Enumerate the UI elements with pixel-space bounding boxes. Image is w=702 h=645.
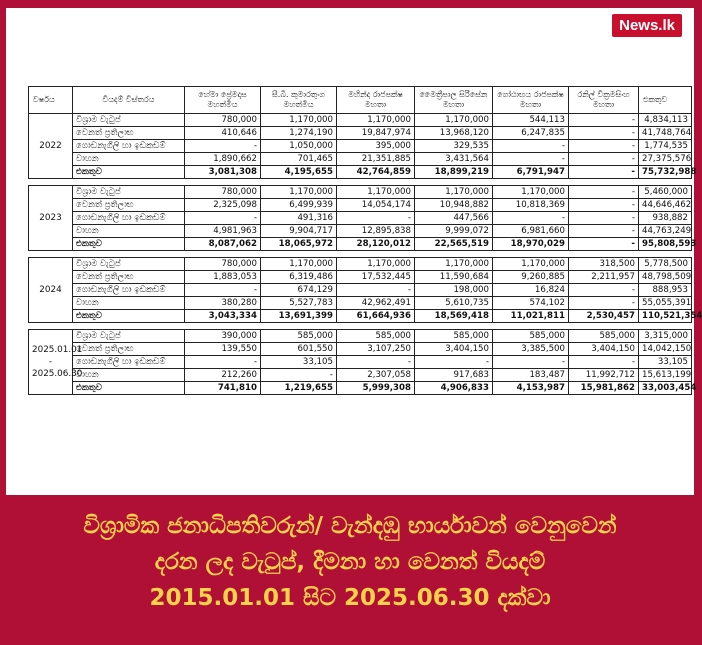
value-cell: 33,105 <box>639 356 692 369</box>
brand-logo: News.lk <box>612 14 682 37</box>
value-cell: 10,948,882 <box>415 199 493 212</box>
value-cell: - <box>569 127 639 140</box>
value-cell: 544,113 <box>493 114 569 127</box>
header-gotabaya-rajapaksa: ගෝඨාභය රාජපක්ෂ මහතා <box>493 87 569 114</box>
value-cell: 17,532,445 <box>337 271 415 284</box>
value-cell: 585,000 <box>261 330 337 343</box>
value-cell: 18,569,418 <box>415 310 493 323</box>
value-cell: 4,195,655 <box>261 166 337 179</box>
value-cell: 6,247,835 <box>493 127 569 140</box>
value-cell: 41,748,764 <box>639 127 692 140</box>
value-cell: 5,610,735 <box>415 297 493 310</box>
value-cell: - <box>493 153 569 166</box>
value-cell: 48,798,509 <box>639 271 692 284</box>
caption-block <box>0 508 700 616</box>
value-cell: 8,087,062 <box>185 238 261 251</box>
value-cell: 1,170,000 <box>337 186 415 199</box>
value-cell: 1,170,000 <box>493 186 569 199</box>
value-cell: 33,003,454 <box>639 382 692 395</box>
value-cell: - <box>415 356 493 369</box>
value-cell: 21,351,885 <box>337 153 415 166</box>
expense-table <box>28 86 702 395</box>
value-cell: 11,021,811 <box>493 310 569 323</box>
value-cell: 55,055,391 <box>639 297 692 310</box>
value-cell: - <box>185 284 261 297</box>
value-cell: 10,818,369 <box>493 199 569 212</box>
value-cell: 110,521,354 <box>639 310 692 323</box>
expense-table-wrapper <box>28 86 702 395</box>
value-cell: 1,170,000 <box>493 258 569 271</box>
table-total-row <box>29 382 692 395</box>
value-cell: 6,981,660 <box>493 225 569 238</box>
value-cell: 380,280 <box>185 297 261 310</box>
value-cell: 5,778,500 <box>639 258 692 271</box>
expense-label-cell: විශ්‍රාම වැටුප් <box>73 330 185 343</box>
value-cell: 3,081,308 <box>185 166 261 179</box>
year-cell: 2025.01.01 - 2025.06.30 <box>29 330 73 395</box>
value-cell: 3,043,334 <box>185 310 261 323</box>
value-cell: - <box>569 356 639 369</box>
value-cell: 6,791,947 <box>493 166 569 179</box>
group-spacer <box>29 323 692 330</box>
value-cell: 44,763,249 <box>639 225 692 238</box>
value-cell: 917,683 <box>415 369 493 382</box>
expense-label-cell: ගොඩනැගිලි හා ඉඩකඩම් <box>73 356 185 369</box>
caption-line-1: විශ්‍රාමික ජනාධිපතිවරුන්/ වැන්දඹු භාර්යාවන් වෙනුවෙන් <box>83 513 617 539</box>
expense-label-cell: එකතුව <box>73 238 185 251</box>
value-cell: 2,325,098 <box>185 199 261 212</box>
value-cell: 4,153,987 <box>493 382 569 395</box>
value-cell: 447,566 <box>415 212 493 225</box>
expense-label-cell: වාහන <box>73 153 185 166</box>
value-cell: 585,000 <box>337 330 415 343</box>
value-cell: 16,824 <box>493 284 569 297</box>
value-cell: - <box>185 212 261 225</box>
document-sheet <box>6 8 702 495</box>
table-total-row <box>29 166 692 179</box>
expense-label-cell: ගොඩනැගිලි හා ඉඩකඩම් <box>73 212 185 225</box>
value-cell: 5,527,783 <box>261 297 337 310</box>
value-cell: 18,970,029 <box>493 238 569 251</box>
value-cell: 12,895,838 <box>337 225 415 238</box>
value-cell: 44,646,462 <box>639 199 692 212</box>
value-cell: 938,882 <box>639 212 692 225</box>
header-mahinda-rajapaksa: මහින්ද රාජපක්ෂ මහතා <box>337 87 415 114</box>
value-cell: - <box>569 284 639 297</box>
group-spacer <box>29 251 692 258</box>
value-cell: - <box>337 356 415 369</box>
table-row <box>29 140 692 153</box>
value-cell: 6,499,939 <box>261 199 337 212</box>
value-cell: 19,847,974 <box>337 127 415 140</box>
table-row <box>29 369 692 382</box>
value-cell: 780,000 <box>185 114 261 127</box>
value-cell: 2,307,058 <box>337 369 415 382</box>
value-cell: 42,764,859 <box>337 166 415 179</box>
caption-line-2: දරන ලද වැටුප්, දීමනා හා වෙනත් වියදම් <box>154 549 546 575</box>
expense-label-cell: විශ්‍රාම වැටුප් <box>73 114 185 127</box>
value-cell: 15,981,862 <box>569 382 639 395</box>
expense-label-cell: වෙනත් ප්‍රතිලාභ <box>73 271 185 284</box>
value-cell: 1,050,000 <box>261 140 337 153</box>
header-cb-kumaratunga: සී.බී. කුමාරතුංග මහත්මිය <box>261 87 337 114</box>
table-row <box>29 186 692 199</box>
value-cell: 701,465 <box>261 153 337 166</box>
value-cell: 3,315,000 <box>639 330 692 343</box>
value-cell: 395,000 <box>337 140 415 153</box>
value-cell: 4,981,963 <box>185 225 261 238</box>
value-cell: 3,404,150 <box>415 343 493 356</box>
expense-label-cell: වෙනත් ප්‍රතිලාභ <box>73 199 185 212</box>
value-cell: 22,565,519 <box>415 238 493 251</box>
value-cell: 1,890,662 <box>185 153 261 166</box>
header-maithripala-sirisena: මෛත්‍රීපාල සිරිසේන මහතා <box>415 87 493 114</box>
header-total: එකතුව <box>639 87 692 114</box>
expense-label-cell: වෙනත් ප්‍රතිලාභ <box>73 127 185 140</box>
value-cell: 574,102 <box>493 297 569 310</box>
value-cell: 585,000 <box>493 330 569 343</box>
value-cell: 5,460,000 <box>639 186 692 199</box>
expense-label-cell: එකතුව <box>73 166 185 179</box>
value-cell: 1,883,053 <box>185 271 261 284</box>
expense-label-cell: වාහන <box>73 297 185 310</box>
expense-label-cell: එකතුව <box>73 310 185 323</box>
value-cell: 61,664,936 <box>337 310 415 323</box>
value-cell: 3,385,500 <box>493 343 569 356</box>
value-cell: 888,953 <box>639 284 692 297</box>
header-year: වර්ෂය <box>29 87 73 114</box>
value-cell: - <box>337 212 415 225</box>
value-cell: 1,170,000 <box>261 114 337 127</box>
table-row <box>29 284 692 297</box>
value-cell: - <box>185 140 261 153</box>
value-cell: 18,899,219 <box>415 166 493 179</box>
expense-label-cell: විශ්‍රාම වැටුප් <box>73 186 185 199</box>
value-cell: 1,170,000 <box>415 258 493 271</box>
value-cell: 14,054,174 <box>337 199 415 212</box>
value-cell: - <box>569 153 639 166</box>
value-cell: 28,120,012 <box>337 238 415 251</box>
header-hema-premadasa: හේමා ප්‍රේමදාස මහත්මිය <box>185 87 261 114</box>
value-cell: - <box>569 166 639 179</box>
value-cell: - <box>569 114 639 127</box>
year-cell: 2024 <box>29 258 73 323</box>
value-cell: 15,613,199 <box>639 369 692 382</box>
value-cell: 2,211,957 <box>569 271 639 284</box>
value-cell: 3,431,564 <box>415 153 493 166</box>
value-cell: 1,170,000 <box>415 186 493 199</box>
value-cell: 491,316 <box>261 212 337 225</box>
group-spacer <box>29 179 692 186</box>
value-cell: 11,590,684 <box>415 271 493 284</box>
value-cell: 183,487 <box>493 369 569 382</box>
value-cell: 390,000 <box>185 330 261 343</box>
value-cell: 2,530,457 <box>569 310 639 323</box>
value-cell: 329,535 <box>415 140 493 153</box>
value-cell: - <box>569 140 639 153</box>
value-cell: 42,962,491 <box>337 297 415 310</box>
value-cell: 585,000 <box>415 330 493 343</box>
value-cell: - <box>569 186 639 199</box>
value-cell: 6,319,486 <box>261 271 337 284</box>
value-cell: - <box>569 199 639 212</box>
value-cell: 9,999,072 <box>415 225 493 238</box>
value-cell: 601,550 <box>261 343 337 356</box>
value-cell: 1,170,000 <box>337 258 415 271</box>
value-cell: 318,500 <box>569 258 639 271</box>
value-cell: - <box>337 284 415 297</box>
value-cell: 1,170,000 <box>261 186 337 199</box>
value-cell: 13,691,399 <box>261 310 337 323</box>
value-cell: 3,404,150 <box>569 343 639 356</box>
value-cell: 1,170,000 <box>261 258 337 271</box>
value-cell: 1,219,655 <box>261 382 337 395</box>
value-cell: 9,904,717 <box>261 225 337 238</box>
table-row <box>29 356 692 369</box>
value-cell: - <box>569 238 639 251</box>
caption-line-3: 2015.01.01 සිට 2025.06.30 දක්වා <box>149 585 551 611</box>
value-cell: 14,042,150 <box>639 343 692 356</box>
table-row <box>29 199 692 212</box>
value-cell: 4,906,833 <box>415 382 493 395</box>
year-cell: 2023 <box>29 186 73 251</box>
header-ranil-wickremesinghe: රනිල් වික්‍රමසිංහ මහතා <box>569 87 639 114</box>
value-cell: 5,999,308 <box>337 382 415 395</box>
table-row <box>29 330 692 343</box>
table-row <box>29 343 692 356</box>
header-row <box>29 87 692 114</box>
value-cell: 11,992,712 <box>569 369 639 382</box>
value-cell: 1,774,535 <box>639 140 692 153</box>
value-cell: 1,170,000 <box>337 114 415 127</box>
table-total-row <box>29 238 692 251</box>
table-row <box>29 297 692 310</box>
table-body <box>29 114 702 395</box>
value-cell: 198,000 <box>415 284 493 297</box>
value-cell: 33,105 <box>261 356 337 369</box>
value-cell: 9,260,885 <box>493 271 569 284</box>
expense-label-cell: ගොඩනැගිලි හා ඉඩකඩම් <box>73 284 185 297</box>
value-cell: 139,550 <box>185 343 261 356</box>
value-cell: 780,000 <box>185 186 261 199</box>
value-cell: - <box>493 140 569 153</box>
expense-label-cell: වෙනත් ප්‍රතිලාභ <box>73 343 185 356</box>
value-cell: - <box>185 356 261 369</box>
value-cell: 13,968,120 <box>415 127 493 140</box>
value-cell: - <box>493 212 569 225</box>
table-row <box>29 258 692 271</box>
expense-label-cell: ගොඩනැගිලි හා ඉඩකඩම් <box>73 140 185 153</box>
value-cell: 741,810 <box>185 382 261 395</box>
value-cell: 212,260 <box>185 369 261 382</box>
value-cell: 95,808,593 <box>639 238 692 251</box>
table-total-row <box>29 310 692 323</box>
value-cell: 780,000 <box>185 258 261 271</box>
value-cell: 3,107,250 <box>337 343 415 356</box>
value-cell: - <box>493 356 569 369</box>
header-description: වියදම් විස්තරය <box>73 87 185 114</box>
table-row <box>29 212 692 225</box>
value-cell: 75,732,988 <box>639 166 692 179</box>
value-cell: - <box>569 225 639 238</box>
value-cell: - <box>569 212 639 225</box>
value-cell: 1,274,190 <box>261 127 337 140</box>
value-cell: 4,834,113 <box>639 114 692 127</box>
expense-label-cell: වාහන <box>73 369 185 382</box>
expense-label-cell: වාහන <box>73 225 185 238</box>
table-row <box>29 271 692 284</box>
expense-label-cell: එකතුව <box>73 382 185 395</box>
value-cell: 18,065,972 <box>261 238 337 251</box>
top-border <box>0 0 700 8</box>
value-cell: 27,375,576 <box>639 153 692 166</box>
table-row <box>29 225 692 238</box>
table-row <box>29 153 692 166</box>
value-cell: - <box>569 297 639 310</box>
value-cell: 585,000 <box>569 330 639 343</box>
year-cell: 2022 <box>29 114 73 179</box>
table-row <box>29 127 692 140</box>
table-row <box>29 114 692 127</box>
value-cell: 410,646 <box>185 127 261 140</box>
expense-label-cell: විශ්‍රාම වැටුප් <box>73 258 185 271</box>
value-cell: 674,129 <box>261 284 337 297</box>
value-cell: - <box>261 369 337 382</box>
value-cell: 1,170,000 <box>415 114 493 127</box>
